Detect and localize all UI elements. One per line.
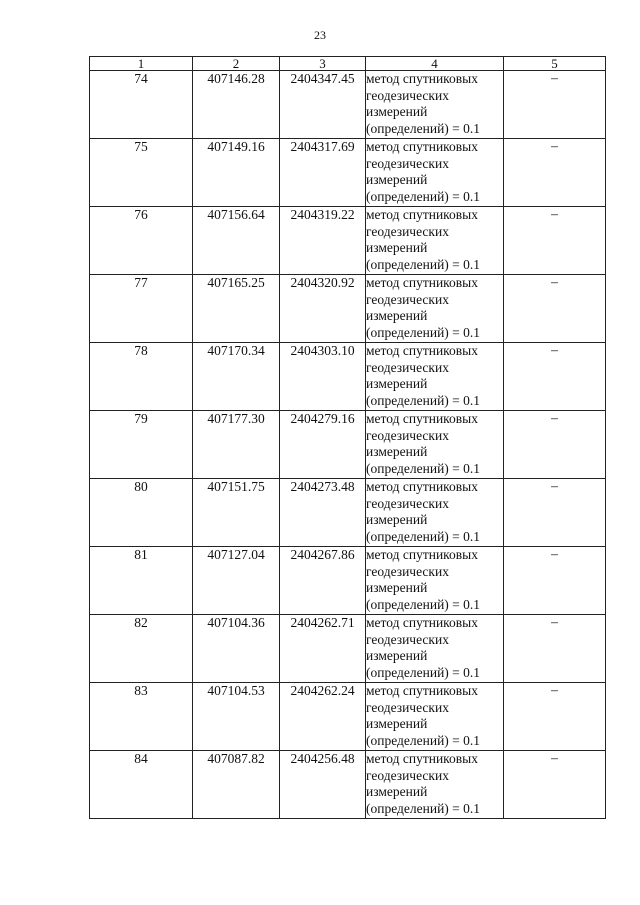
x-coordinate-cell: 407104.36 xyxy=(193,615,280,683)
x-coordinate-cell: 407177.30 xyxy=(193,411,280,479)
note-cell: – xyxy=(504,615,606,683)
y-coordinate-cell: 2404303.10 xyxy=(280,343,366,411)
x-coordinate-cell: 407165.25 xyxy=(193,275,280,343)
point-number-cell: 81 xyxy=(90,547,193,615)
method-cell: метод спутниковых геодезических измерений (определений) = 0.1 xyxy=(366,683,504,751)
table-row xyxy=(90,547,606,615)
y-coordinate-cell: 2404273.48 xyxy=(280,479,366,547)
x-coordinate-cell: 407156.64 xyxy=(193,207,280,275)
y-coordinate-cell: 2404262.24 xyxy=(280,683,366,751)
note-cell: – xyxy=(504,479,606,547)
x-coordinate-cell: 407151.75 xyxy=(193,479,280,547)
method-cell: метод спутниковых геодезических измерений (определений) = 0.1 xyxy=(366,615,504,683)
page-number: 23 xyxy=(314,28,326,42)
point-number-cell: 82 xyxy=(90,615,193,683)
x-coordinate-cell: 407170.34 xyxy=(193,343,280,411)
point-number-cell: 83 xyxy=(90,683,193,751)
y-coordinate-cell: 2404319.22 xyxy=(280,207,366,275)
y-coordinate-cell: 2404320.92 xyxy=(280,275,366,343)
table-row xyxy=(90,683,606,751)
note-cell: – xyxy=(504,139,606,207)
table-body xyxy=(90,71,606,819)
y-coordinate-cell: 2404279.16 xyxy=(280,411,366,479)
point-number-cell: 84 xyxy=(90,751,193,819)
table-row xyxy=(90,71,606,139)
table-row xyxy=(90,411,606,479)
column-header: 1 xyxy=(90,57,193,71)
point-number-cell: 80 xyxy=(90,479,193,547)
y-coordinate-cell: 2404267.86 xyxy=(280,547,366,615)
y-coordinate-cell: 2404262.71 xyxy=(280,615,366,683)
column-header: 4 xyxy=(366,57,504,71)
x-coordinate-cell: 407087.82 xyxy=(193,751,280,819)
table-row xyxy=(90,479,606,547)
method-cell: метод спутниковых геодезических измерений (определений) = 0.1 xyxy=(366,343,504,411)
method-cell: метод спутниковых геодезических измерений (определений) = 0.1 xyxy=(366,139,504,207)
x-coordinate-cell: 407149.16 xyxy=(193,139,280,207)
x-coordinate-cell: 407146.28 xyxy=(193,71,280,139)
point-number-cell: 79 xyxy=(90,411,193,479)
note-cell: – xyxy=(504,71,606,139)
column-header: 2 xyxy=(193,57,280,71)
point-number-cell: 75 xyxy=(90,139,193,207)
x-coordinate-cell: 407104.53 xyxy=(193,683,280,751)
method-cell: метод спутниковых геодезических измерений (определений) = 0.1 xyxy=(366,71,504,139)
table-row xyxy=(90,615,606,683)
column-header: 3 xyxy=(280,57,366,71)
method-cell: метод спутниковых геодезических измерений (определений) = 0.1 xyxy=(366,207,504,275)
table-header-row xyxy=(90,57,606,71)
method-cell: метод спутниковых геодезических измерений (определений) = 0.1 xyxy=(366,751,504,819)
coordinates-table xyxy=(89,56,606,819)
note-cell: – xyxy=(504,275,606,343)
method-cell: метод спутниковых геодезических измерений (определений) = 0.1 xyxy=(366,479,504,547)
table-row xyxy=(90,751,606,819)
method-cell: метод спутниковых геодезических измерений (определений) = 0.1 xyxy=(366,275,504,343)
point-number-cell: 76 xyxy=(90,207,193,275)
table-row xyxy=(90,275,606,343)
note-cell: – xyxy=(504,411,606,479)
y-coordinate-cell: 2404317.69 xyxy=(280,139,366,207)
column-header: 5 xyxy=(504,57,606,71)
point-number-cell: 74 xyxy=(90,71,193,139)
method-cell: метод спутниковых геодезических измерений (определений) = 0.1 xyxy=(366,547,504,615)
point-number-cell: 78 xyxy=(90,343,193,411)
table-row xyxy=(90,207,606,275)
table-row xyxy=(90,343,606,411)
y-coordinate-cell: 2404256.48 xyxy=(280,751,366,819)
x-coordinate-cell: 407127.04 xyxy=(193,547,280,615)
note-cell: – xyxy=(504,547,606,615)
table-row xyxy=(90,139,606,207)
note-cell: – xyxy=(504,343,606,411)
y-coordinate-cell: 2404347.45 xyxy=(280,71,366,139)
note-cell: – xyxy=(504,683,606,751)
method-cell: метод спутниковых геодезических измерений (определений) = 0.1 xyxy=(366,411,504,479)
note-cell: – xyxy=(504,207,606,275)
point-number-cell: 77 xyxy=(90,275,193,343)
note-cell: – xyxy=(504,751,606,819)
